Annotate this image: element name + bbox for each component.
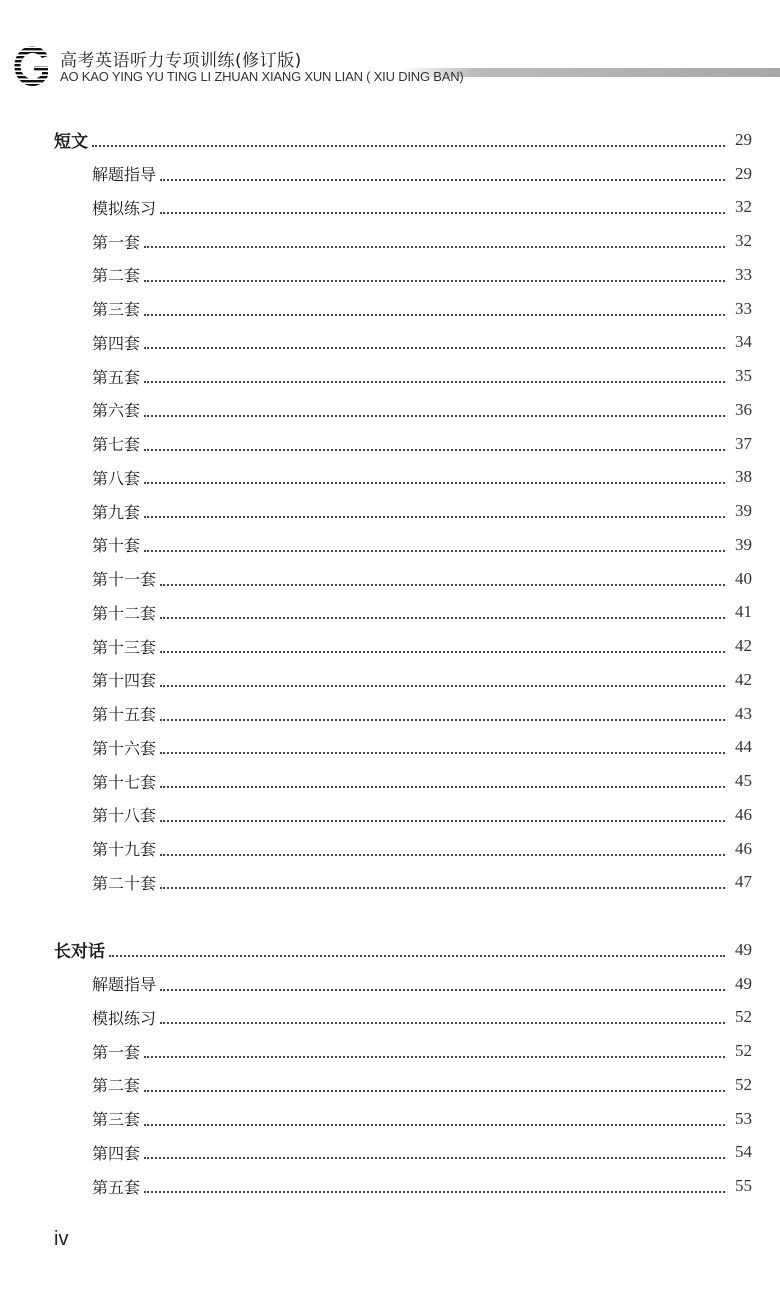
toc-entry-label: 解题指导 <box>92 972 158 995</box>
toc-entry-label: 解题指导 <box>92 162 158 185</box>
dot-leader <box>160 820 725 822</box>
toc-entry[interactable] <box>0 157 780 191</box>
header-title-pinyin: AO KAO YING YU TING LI ZHUAN XIANG XUN LIAN ( XIU DING BAN) <box>60 69 464 84</box>
toc-entry-label: 第五套 <box>92 1175 142 1198</box>
toc-entry-label: 第十套 <box>92 533 142 556</box>
dot-leader <box>160 584 725 586</box>
dot-leader <box>144 1056 725 1058</box>
book-series-logo-icon <box>12 44 52 88</box>
toc-entry-label: 第十二套 <box>92 601 158 624</box>
toc-entry-page: 52 <box>735 1007 752 1027</box>
toc-entry[interactable] <box>0 663 780 697</box>
dot-leader <box>144 415 725 417</box>
toc-entry-page: 40 <box>735 568 752 588</box>
dot-leader <box>144 1090 725 1092</box>
toc-entry-page: 44 <box>735 737 752 757</box>
toc-entry-page: 52 <box>735 1041 752 1061</box>
toc-entry-page: 34 <box>735 332 752 352</box>
dot-leader <box>160 887 725 889</box>
toc-entry[interactable] <box>0 427 780 461</box>
dot-leader <box>144 347 725 349</box>
toc-entry-label: 模拟练习 <box>92 1006 158 1029</box>
dot-leader <box>144 1157 725 1159</box>
toc-entry[interactable] <box>0 562 780 596</box>
header-title-cn: 高考英语听力专项训练(修订版) <box>60 51 302 71</box>
toc-entry-page: 33 <box>735 264 752 284</box>
toc-entry-label: 第十三套 <box>92 635 158 658</box>
toc-entry-label: 第四套 <box>92 1141 142 1164</box>
toc-entry-label: 第六套 <box>92 398 142 421</box>
toc-entry[interactable] <box>0 528 780 562</box>
toc-entry-page: 29 <box>735 163 752 183</box>
toc-entry[interactable] <box>0 224 780 258</box>
toc-entry-page: 37 <box>735 433 752 453</box>
toc-entry-label: 第十四套 <box>92 668 158 691</box>
toc-entry[interactable] <box>0 596 780 630</box>
toc-entry-page: 32 <box>735 197 752 217</box>
table-of-contents <box>0 123 780 1203</box>
toc-entry-label: 长对话 <box>54 937 107 962</box>
toc-entry-page: 52 <box>735 1074 752 1094</box>
dot-leader <box>144 550 725 552</box>
toc-entry-label: 第十一套 <box>92 567 158 590</box>
toc-entry[interactable] <box>0 967 780 1001</box>
toc-entry[interactable] <box>0 258 780 292</box>
dot-leader <box>160 651 725 653</box>
toc-entry-label: 第十五套 <box>92 702 158 725</box>
toc-entry[interactable] <box>0 731 780 765</box>
dot-leader <box>144 314 725 316</box>
toc-entry-page: 38 <box>735 467 752 487</box>
toc-entry[interactable] <box>0 1169 780 1203</box>
toc-entry[interactable] <box>0 866 780 900</box>
toc-entry-page: 49 <box>735 939 752 959</box>
toc-entry-page: 54 <box>735 1142 752 1162</box>
dot-leader <box>92 145 725 147</box>
dot-leader <box>160 685 725 687</box>
toc-entry-page: 47 <box>735 872 752 892</box>
toc-entry-label: 第八套 <box>92 466 142 489</box>
dot-leader <box>144 516 725 518</box>
toc-entry[interactable] <box>0 359 780 393</box>
dot-leader <box>144 1124 725 1126</box>
toc-entry-page: 46 <box>735 838 752 858</box>
dot-leader <box>160 854 725 856</box>
toc-entry-label: 第三套 <box>92 1107 142 1130</box>
toc-entry-page: 39 <box>735 534 752 554</box>
toc-entry-page: 43 <box>735 703 752 723</box>
toc-entry-label: 第二十套 <box>92 871 158 894</box>
toc-entry-page: 35 <box>735 366 752 386</box>
toc-section-heading[interactable] <box>0 123 780 157</box>
toc-entry-page: 39 <box>735 501 752 521</box>
toc-entry[interactable] <box>0 832 780 866</box>
toc-entry-page: 32 <box>735 231 752 251</box>
toc-entry-page: 42 <box>735 636 752 656</box>
dot-leader <box>160 752 725 754</box>
toc-entry[interactable] <box>0 461 780 495</box>
toc-entry-page: 46 <box>735 804 752 824</box>
toc-entry-label: 第一套 <box>92 1040 142 1063</box>
dot-leader <box>144 1191 725 1193</box>
toc-entry-page: 41 <box>735 602 752 622</box>
toc-entry[interactable] <box>0 697 780 731</box>
toc-entry-label: 第十八套 <box>92 803 158 826</box>
toc-entry[interactable] <box>0 1136 780 1170</box>
toc-entry-label: 第二套 <box>92 1073 142 1096</box>
toc-entry-label: 第七套 <box>92 432 142 455</box>
dot-leader <box>160 719 725 721</box>
toc-entry-label: 第二套 <box>92 263 142 286</box>
toc-entry-label: 第十九套 <box>92 837 158 860</box>
toc-entry[interactable] <box>0 1034 780 1068</box>
toc-section-heading[interactable] <box>0 933 780 967</box>
dot-leader <box>144 381 725 383</box>
toc-entry-label: 模拟练习 <box>92 196 158 219</box>
toc-entry-page: 33 <box>735 298 752 318</box>
toc-entry[interactable] <box>0 494 780 528</box>
toc-entry-page: 49 <box>735 973 752 993</box>
toc-entry-label: 第九套 <box>92 500 142 523</box>
toc-entry-label: 第一套 <box>92 230 142 253</box>
toc-entry[interactable] <box>0 191 780 225</box>
toc-entry[interactable] <box>0 798 780 832</box>
dot-leader <box>160 179 725 181</box>
toc-entry[interactable] <box>0 764 780 798</box>
toc-entry-label: 第三套 <box>92 297 142 320</box>
toc-entry-page: 53 <box>735 1108 752 1128</box>
toc-entry-label: 第四套 <box>92 331 142 354</box>
dot-leader <box>160 1022 725 1024</box>
dot-leader <box>160 786 725 788</box>
dot-leader <box>160 989 725 991</box>
dot-leader <box>144 482 725 484</box>
dot-leader <box>160 617 725 619</box>
running-header <box>10 42 780 92</box>
toc-entry[interactable] <box>0 1068 780 1102</box>
section-gap <box>0 899 780 933</box>
dot-leader <box>144 449 725 451</box>
page-number: iv <box>54 1228 69 1250</box>
toc-entry[interactable] <box>0 326 780 360</box>
dot-leader <box>109 955 725 957</box>
toc-entry-page: 42 <box>735 669 752 689</box>
toc-entry-label: 第五套 <box>92 365 142 388</box>
toc-entry-label: 第十七套 <box>92 770 158 793</box>
toc-entry[interactable] <box>0 1102 780 1136</box>
toc-entry-label: 短文 <box>54 127 90 152</box>
dot-leader <box>160 212 725 214</box>
toc-entry-page: 36 <box>735 399 752 419</box>
toc-entry-page: 55 <box>735 1176 752 1196</box>
toc-entry-page: 29 <box>735 129 752 149</box>
toc-entry-page: 45 <box>735 771 752 791</box>
toc-entry[interactable] <box>0 629 780 663</box>
dot-leader <box>144 246 725 248</box>
dot-leader <box>144 280 725 282</box>
toc-entry[interactable] <box>0 393 780 427</box>
toc-entry[interactable] <box>0 1001 780 1035</box>
toc-entry-label: 第十六套 <box>92 736 158 759</box>
toc-entry[interactable] <box>0 292 780 326</box>
